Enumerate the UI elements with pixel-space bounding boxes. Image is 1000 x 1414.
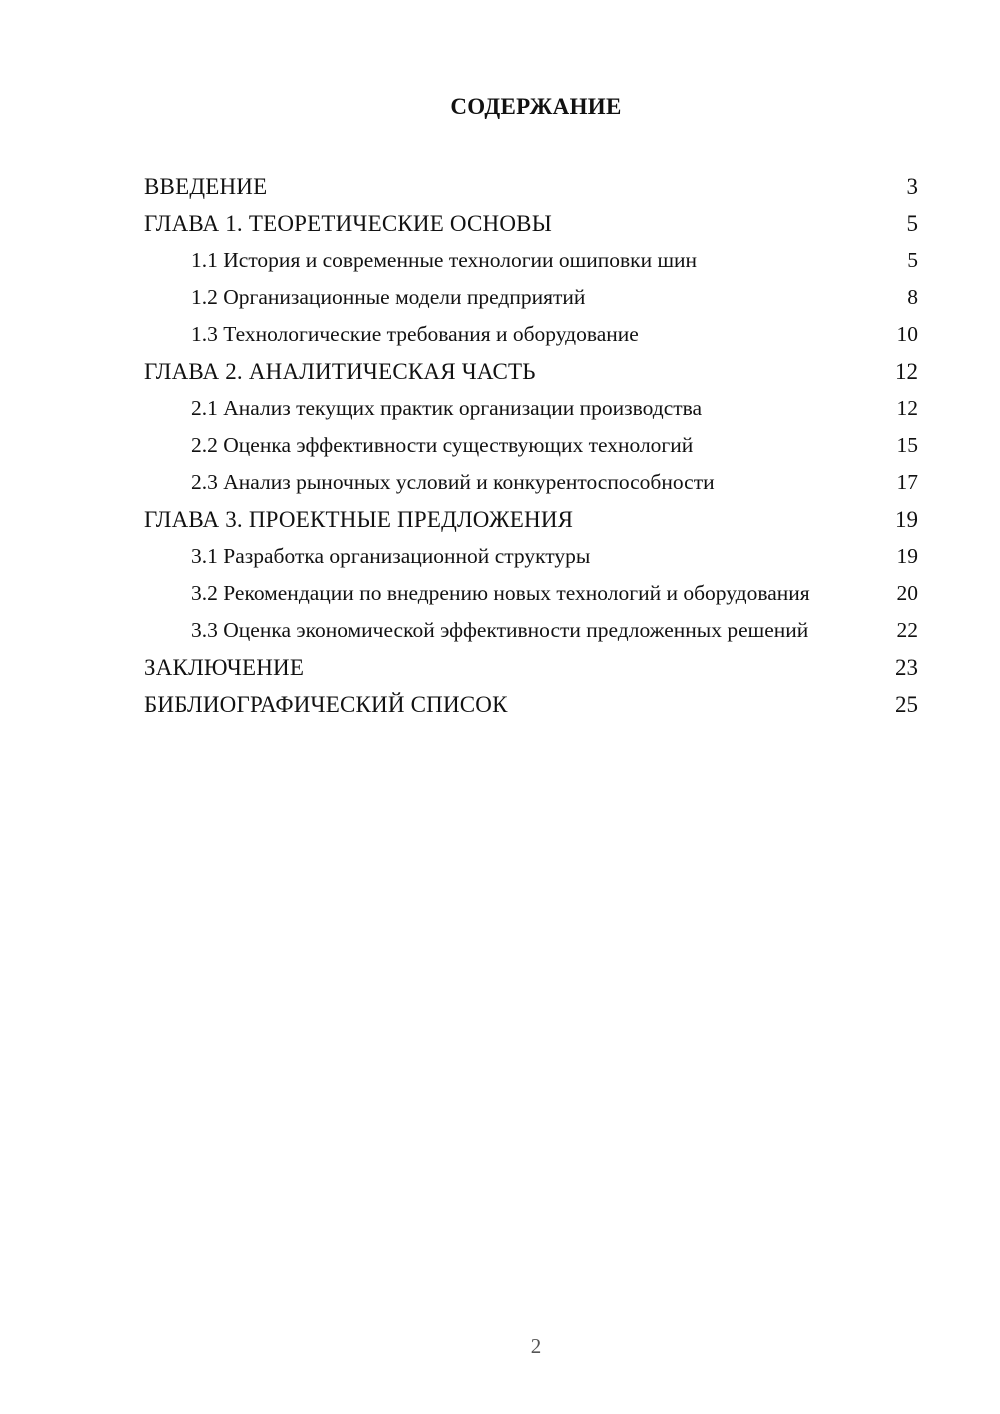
toc-entry-label: 3.2 Рекомендации по внедрению новых технологий и оборудования [191,581,810,605]
toc-entry-label: 3.3 Оценка экономической эффективности предложенных решений [191,618,809,642]
toc-entry-chapter-1[interactable] [144,205,918,242]
toc-entry-page: 12 [895,359,918,384]
toc-entry-section-2-2[interactable] [144,427,918,464]
toc-entry-label: 2.3 Анализ рыночных условий и конкурентоспособности [191,470,715,494]
toc-entry-page: 20 [896,581,918,605]
toc-entry-label: 3.1 Разработка организационной структуры [191,544,591,568]
toc-entry-page: 22 [896,618,918,642]
toc-entry-label: ГЛАВА 3. ПРОЕКТНЫЕ ПРЕДЛОЖЕНИЯ [144,507,574,532]
toc-entry-label: 2.1 Анализ текущих практик организации производства [191,396,703,420]
toc-entry-label: 2.2 Оценка эффективности существующих технологий [191,433,694,457]
toc-entry-page: 25 [895,692,918,717]
toc-entry-section-2-3[interactable] [144,464,918,501]
toc-entry-page: 8 [907,285,918,309]
toc-entry-label: 1.1 История и современные технологии ошиповки шин [191,248,698,272]
toc-entry-conclusion[interactable] [144,649,918,686]
toc-entry-section-2-1[interactable] [144,390,918,427]
toc-entry-section-3-1[interactable] [144,538,918,575]
table-of-contents [144,168,918,723]
toc-entry-section-3-2[interactable] [144,575,918,612]
toc-entry-page: 17 [896,470,918,494]
toc-entry-page: 15 [896,433,918,457]
toc-entry-page: 5 [906,211,918,236]
toc-entry-page: 12 [896,396,918,420]
toc-entry-section-3-3[interactable] [144,612,918,649]
toc-entry-label: ГЛАВА 1. ТЕОРЕТИЧЕСКИЕ ОСНОВЫ [144,211,552,236]
toc-entry-page: 19 [895,507,918,532]
toc-entry-label: ВВЕДЕНИЕ [144,174,268,199]
toc-entry-section-1-2[interactable] [144,279,918,316]
toc-entry-section-1-3[interactable] [144,316,918,353]
toc-entry-page: 19 [896,544,918,568]
toc-entry-label: ГЛАВА 2. АНАЛИТИЧЕСКАЯ ЧАСТЬ [144,359,536,384]
toc-entry-page: 5 [907,248,918,272]
toc-entry-bibliography[interactable] [144,686,918,723]
toc-entry-label: БИБЛИОГРАФИЧЕСКИЙ СПИСОК [144,692,508,717]
toc-entry-page: 10 [896,322,918,346]
page-title: СОДЕРЖАНИЕ [450,94,622,119]
toc-entry-page: 3 [906,174,918,199]
toc-entry-label: 1.3 Технологические требования и оборудование [191,322,639,346]
toc-entry-introduction[interactable] [144,168,918,205]
toc-entry-page: 23 [895,655,918,680]
toc-entry-chapter-3[interactable] [144,501,918,538]
toc-entry-chapter-2[interactable] [144,353,918,390]
page-number: 2 [530,1334,542,1358]
toc-entry-section-1-1[interactable] [144,242,918,279]
toc-entry-label: 1.2 Организационные модели предприятий [191,285,586,309]
toc-entry-label: ЗАКЛЮЧЕНИЕ [144,655,305,680]
